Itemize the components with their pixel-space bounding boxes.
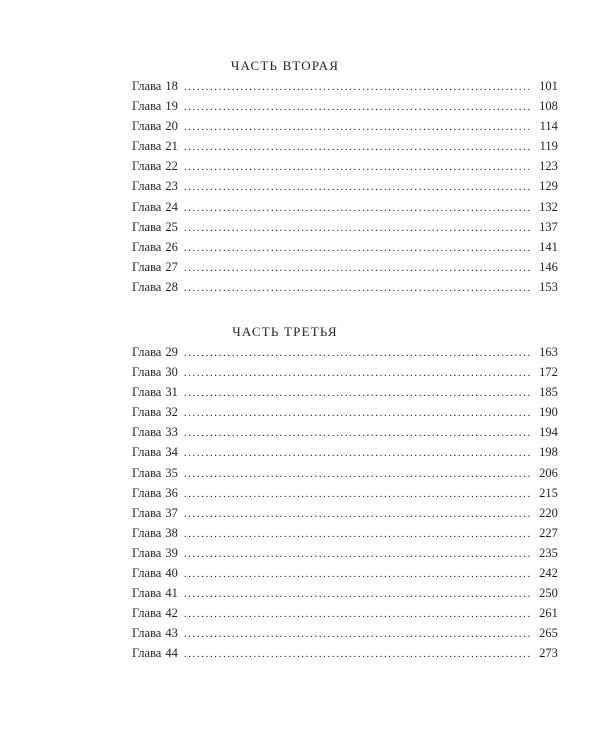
chapter-number: 27 [165,259,178,274]
dot-leader: ................................................................................ [183,241,532,254]
chapter-label [132,237,178,257]
dot-leader: ................................................................................ [183,141,532,154]
page-number: 227 [539,525,558,540]
chapter-label [132,543,178,563]
chapter-number: 40 [165,566,178,581]
chapter-word: Глава [132,566,162,581]
toc-entry [132,503,558,523]
dot-leader: ................................................................................ [183,447,532,460]
chapter-number: 30 [165,365,178,380]
page-number: 242 [539,566,558,581]
chapter-word: Глава [132,219,162,234]
page-number: 119 [539,139,558,154]
chapter-number: 42 [165,606,178,621]
chapter-word: Глава [132,505,162,520]
toc-entry [132,483,558,503]
chapter-label [132,362,178,382]
toc-entry [132,156,558,176]
page-number: 273 [539,646,558,661]
chapter-word: Глава [132,626,162,641]
dot-leader: ................................................................................ [183,628,532,641]
chapter-number: 41 [165,586,178,601]
chapter-word: Глава [132,239,162,254]
chapter-word: Глава [132,119,162,134]
chapter-number: 35 [165,465,178,480]
chapter-label [132,197,178,217]
toc-entry [132,463,558,483]
dot-leader: ................................................................................ [183,547,532,560]
dot-leader: ................................................................................ [183,261,532,274]
chapter-label [132,442,178,462]
toc-entry [132,583,558,603]
chapter-number: 26 [165,239,178,254]
chapter-word: Глава [132,465,162,480]
page-number: 153 [539,279,558,294]
chapter-label [132,623,178,643]
chapter-word: Глава [132,525,162,540]
chapter-label [132,583,178,603]
section-title: ЧАСТЬ ТРЕТЬЯ [232,324,338,339]
dot-leader: ................................................................................ [183,648,532,661]
dot-leader: ................................................................................ [183,407,532,420]
chapter-number: 36 [165,485,178,500]
chapter-label [132,523,178,543]
chapter-number: 25 [165,219,178,234]
toc-entry [132,362,558,382]
chapter-word: Глава [132,199,162,214]
chapter-label [132,217,178,237]
chapter-word: Глава [132,79,162,93]
page-number: 235 [539,545,558,560]
chapter-number: 20 [165,119,178,134]
toc-entry [132,643,558,663]
chapter-number: 43 [165,626,178,641]
chapter-word: Глава [132,445,162,460]
chapter-label [132,563,178,583]
toc-entry [132,523,558,543]
page-number: 261 [539,606,558,621]
toc-entry [132,563,558,583]
chapter-number: 33 [165,425,178,440]
dot-leader: ................................................................................ [183,181,532,194]
toc-entry [132,136,558,156]
page-number: 137 [539,219,558,234]
toc-entry [132,237,558,257]
page-number: 215 [539,485,558,500]
dot-leader: ................................................................................ [183,81,532,93]
chapter-number: 23 [165,179,178,194]
page-number: 114 [539,119,558,134]
toc-entry [132,277,558,297]
chapter-label [132,76,178,96]
page-number: 190 [539,405,558,420]
chapter-word: Глава [132,279,162,294]
chapter-label [132,136,178,156]
dot-leader: ................................................................................ [183,121,532,134]
toc-entry [132,342,558,362]
toc-entry [132,257,558,277]
chapter-number: 38 [165,525,178,540]
toc-entry [132,176,558,196]
dot-leader: ................................................................................ [183,487,532,500]
chapter-label [132,422,178,442]
chapter-number: 39 [165,545,178,560]
page-number: 129 [539,179,558,194]
chapter-word: Глава [132,139,162,154]
page-number: 123 [539,159,558,174]
chapter-number: 37 [165,505,178,520]
chapter-label [132,257,178,277]
chapter-number: 21 [165,139,178,154]
page-number: 220 [539,505,558,520]
dot-leader: ................................................................................ [183,387,532,400]
toc-entry [132,422,558,442]
chapter-word: Глава [132,345,162,359]
dot-leader: ................................................................................ [183,427,532,440]
page-number: 206 [539,465,558,480]
dot-leader: ................................................................................ [183,101,532,114]
section-title: ЧАСТЬ ВТОРАЯ [230,58,340,73]
toc-section-part-two [132,56,558,297]
page-number: 265 [539,626,558,641]
chapter-label [132,116,178,136]
chapter-label [132,483,178,503]
chapter-word: Глава [132,586,162,601]
chapter-word: Глава [132,385,162,400]
chapter-number: 28 [165,279,178,294]
page-number: 141 [539,239,558,254]
toc-list [132,76,558,297]
chapter-word: Глава [132,646,162,661]
page-number: 108 [539,99,558,114]
dot-leader: ................................................................................ [183,608,532,621]
chapter-label [132,463,178,483]
toc-entry [132,217,558,237]
chapter-label [132,342,178,362]
chapter-label [132,176,178,196]
chapter-number: 44 [165,646,178,661]
dot-leader: ................................................................................ [183,507,532,520]
dot-leader: ................................................................................ [183,568,532,581]
chapter-word: Глава [132,485,162,500]
chapter-number: 24 [165,199,178,214]
chapter-word: Глава [132,425,162,440]
page-number: 163 [539,345,558,359]
toc-section-part-three [132,322,558,664]
toc-entry [132,603,558,623]
chapter-label [132,96,178,116]
dot-leader: ................................................................................ [183,467,532,480]
chapter-word: Глава [132,405,162,420]
chapter-number: 32 [165,405,178,420]
chapter-label [132,156,178,176]
page-number: 198 [539,445,558,460]
chapter-label [132,503,178,523]
chapter-word: Глава [132,365,162,380]
chapter-label [132,382,178,402]
chapter-label [132,603,178,623]
toc-list [132,342,558,664]
dot-leader: ................................................................................ [183,347,532,359]
dot-leader: ................................................................................ [183,161,532,174]
toc-entry [132,76,558,96]
dot-leader: ................................................................................ [183,201,532,214]
dot-leader: ................................................................................ [183,588,532,601]
chapter-number: 34 [165,445,178,460]
chapter-word: Глава [132,606,162,621]
page-number: 101 [539,79,558,93]
page-number: 194 [539,425,558,440]
chapter-number: 18 [165,79,178,93]
chapter-number: 29 [165,345,178,359]
dot-leader: ................................................................................ [183,527,532,540]
chapter-word: Глава [132,159,162,174]
toc-entry [132,442,558,462]
chapter-word: Глава [132,179,162,194]
page-number: 172 [539,365,558,380]
chapter-label [132,643,178,663]
page-number: 132 [539,199,558,214]
toc-entry [132,402,558,422]
dot-leader: ................................................................................ [183,281,532,294]
page-number: 185 [539,385,558,400]
chapter-label [132,402,178,422]
toc-entry [132,543,558,563]
toc-entry [132,623,558,643]
chapter-number: 22 [165,159,178,174]
chapter-label [132,277,178,297]
toc-entry [132,96,558,116]
toc-entry [132,116,558,136]
chapter-number: 19 [165,99,178,114]
chapter-word: Глава [132,545,162,560]
chapter-word: Глава [132,99,162,114]
dot-leader: ................................................................................ [183,367,532,380]
page-number: 146 [539,259,558,274]
chapter-word: Глава [132,259,162,274]
toc-entry [132,197,558,217]
dot-leader: ................................................................................ [183,221,532,234]
toc-entry [132,382,558,402]
page-number: 250 [539,586,558,601]
chapter-number: 31 [165,385,178,400]
